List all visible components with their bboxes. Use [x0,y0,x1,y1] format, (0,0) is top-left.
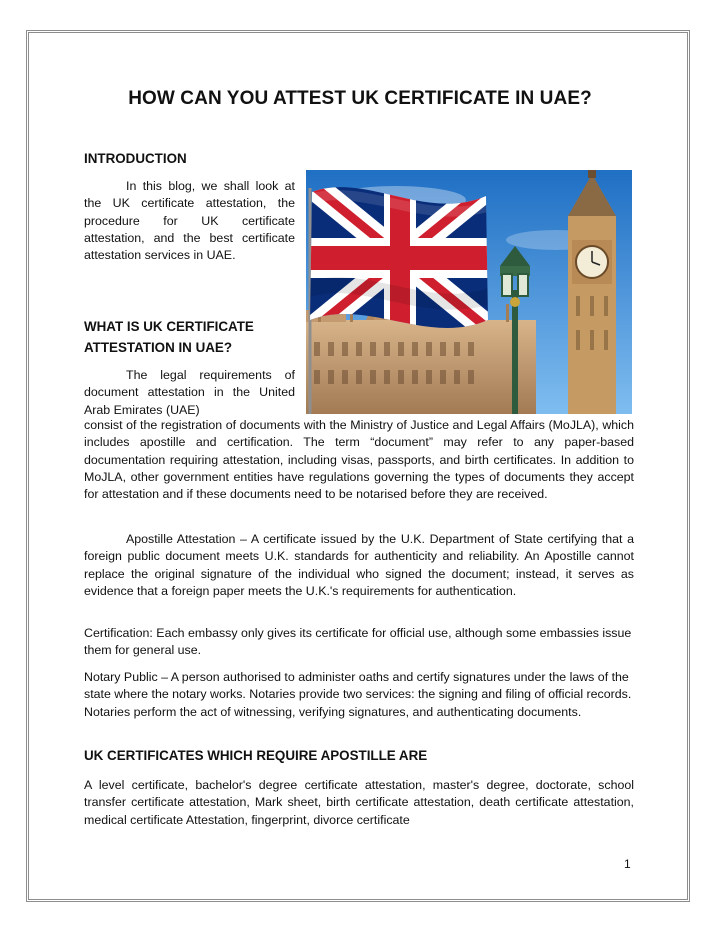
what-is-heading-line-2: ATTESTATION IN UAE? [84,340,233,355]
apostille-paragraph: Apostille Attestation – A certificate issued by the U.K. Department of State certifying that a foreign public document meets U.K. standards for authenticity and reliability. An Apostille cannot replace the original signature of the individual who signed the document; instead, it serves as evidence that a foreign paper meets the U.K.'s requirements for authentication. [84,532,634,598]
introduction-heading: INTRODUCTION [84,151,187,166]
introduction-paragraph: In this blog, we shall look at the UK certificate attestation, the procedure for UK certificate attestation, and the best certificate attestation services in UAE. [84,179,295,263]
apostille-list-paragraph: A level certificate, bachelor's degree certificate attestation, master's degree, doctorate, school transfer certificate attestation, Mark sheet, birth certificate attestation, death certificate attestation, medical certificate Attestation, fingerprint, divorce certificate [84,778,634,827]
union-jack-big-ben-photo [306,170,632,414]
notary-paragraph: Notary Public – A person authorised to administer oaths and certify signatures under the laws of the state where the notary works. Notaries provide two services: the signing and filing of official records. Notaries perform the act of witnessing, verifying signatures, and authenticating documents. [84,670,632,719]
page-title: HOW CAN YOU ATTEST UK CERTIFICATE IN UAE? [128,88,592,109]
what-is-heading-line-1: WHAT IS UK CERTIFICATE [84,319,254,334]
page-number: 1 [624,857,631,871]
what-is-paragraph-start: The legal requirements of document attestation in the United Arab Emirates (UAE) [84,368,295,417]
certification-paragraph: Certification: Each embassy only gives its certificate for official use, although some embassies issue them for general use. [84,626,632,658]
what-is-paragraph-continued: consist of the registration of documents with the Ministry of Justice and Legal Affairs (MoJLA), which includes apostille and certification. The term “document” may refer to any paper-based documentation requiring attestation, including visas, passports, and birth certificates. In addition to MoJLA, other government entities have regulations governing the types of documents they accept for attestation and if these documents need to be notarised before they are received. [84,418,634,502]
apostille-list-heading: UK CERTIFICATES WHICH REQUIRE APOSTILLE ARE [84,748,428,763]
